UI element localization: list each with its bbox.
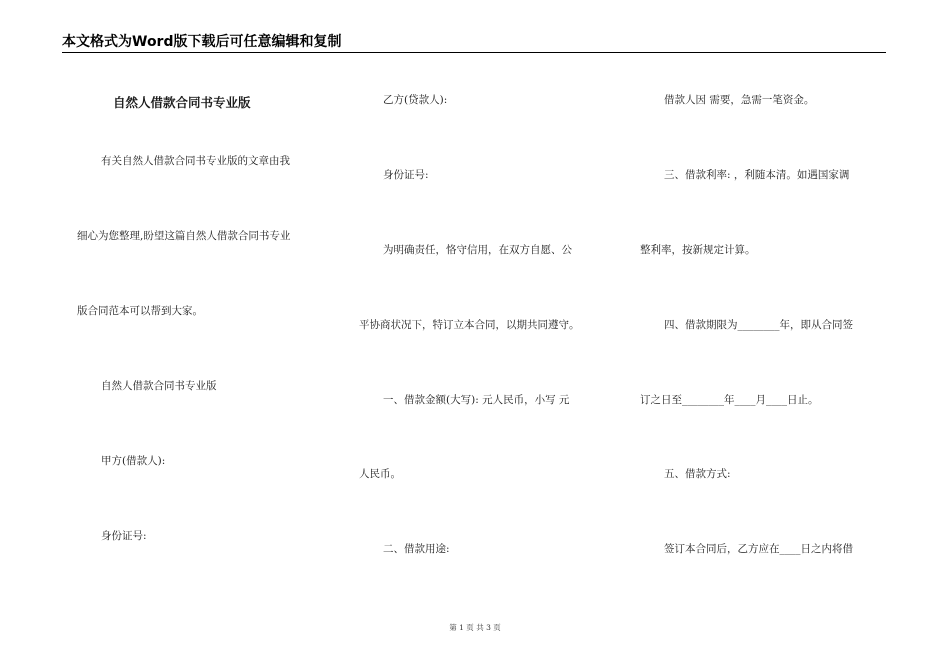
text-line: 有关自然人借款合同书专业版的文章由我: [101, 155, 290, 167]
text-line: 平协商状况下，特订立本合同，以期共同遵守。: [359, 319, 580, 331]
text-line: 订之日至________年____月____日止。: [640, 394, 819, 406]
text-line: 身份证号:: [101, 530, 147, 542]
text-line: 借款人因 需要，急需一笔资金。: [664, 94, 815, 106]
text-line: 乙方(贷款人):: [383, 94, 448, 106]
text-line: 一、借款金额(大写): 元人民币，小写 元: [383, 394, 570, 406]
text-line: 签订本合同后，乙方应在____日之内将借: [664, 543, 853, 555]
page-header: 本文格式为Word版下载后可任意编辑和复制: [62, 33, 886, 53]
text-line: 二、借款用途:: [383, 543, 450, 555]
page-number-footer: 第 1 页 共 3 页: [449, 623, 501, 632]
text-line: 甲方(借款人):: [101, 455, 166, 467]
text-line: 五、借款方式:: [664, 468, 731, 480]
text-line: 三、借款利率: ，利随本清。如遇国家调: [664, 169, 850, 181]
text-line: 自然人借款合同书专业版: [101, 380, 217, 392]
text-line: 整利率，按新规定计算。: [640, 244, 756, 256]
document-title: 自然人借款合同书专业版: [113, 95, 251, 110]
text-line: 四、借款期限为________年，即从合同签: [664, 319, 853, 331]
text-line: 人民币。: [359, 468, 401, 480]
text-line: 身份证号:: [383, 169, 429, 181]
text-line: 版合同范本可以帮到大家。: [77, 305, 203, 317]
text-line: 细心为您整理,盼望这篇自然人借款合同书专业: [77, 230, 291, 242]
text-line: 为明确责任，恪守信用，在双方自愿、公: [383, 244, 572, 256]
